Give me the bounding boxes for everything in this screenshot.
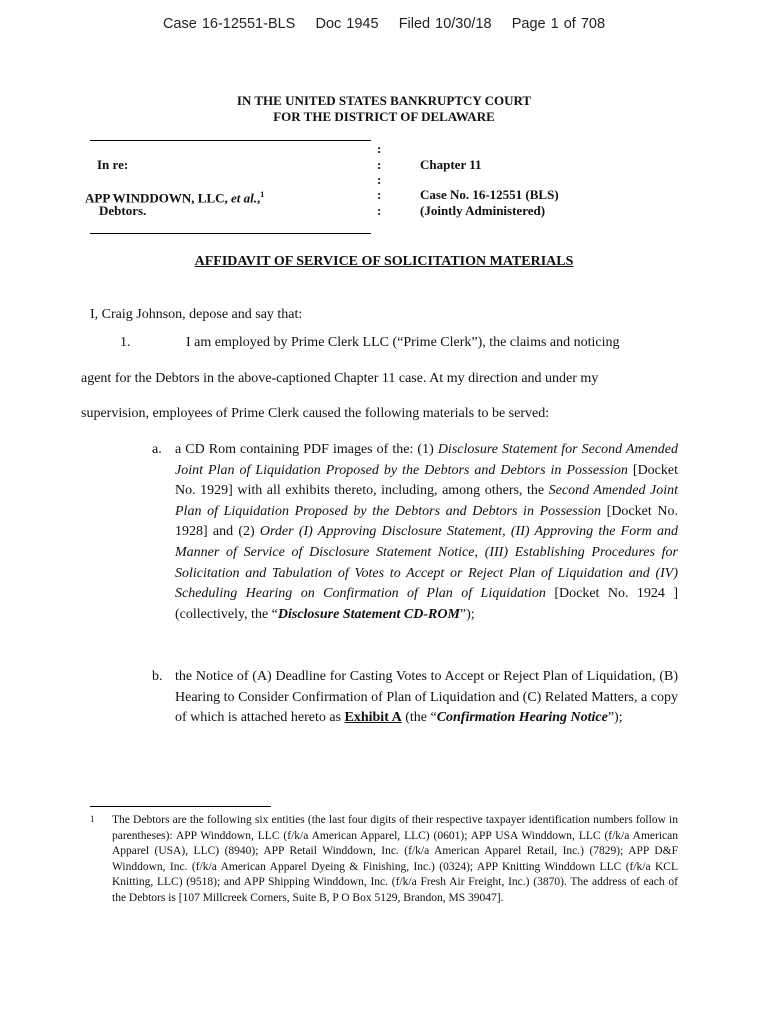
case-no-label: Case No. 16-12551 (BLS) (420, 187, 559, 202)
caption-colon: : (377, 203, 382, 218)
debtor-name: APP WINDDOWN, LLC, et al.,$^1$ (85, 190, 265, 206)
debtors-label: Debtors. (99, 203, 147, 218)
jointly-administered-label: (Jointly Administered) (420, 203, 546, 218)
caption-colon: : (377, 141, 382, 156)
item-a-text-1: a CD Rom containing PDF images of the: (1) (175, 442, 438, 457)
item-b-text (175, 667, 678, 729)
debtor-name-text: APP WINDDOWN, LLC, (85, 190, 228, 206)
para-1-line-3: supervision, employees of Prime Clerk caused the following materials to be served: (81, 406, 550, 421)
item-b-text-2: (the “ (401, 710, 437, 726)
court-line-2: FOR THE DISTRICT OF DELAWARE (273, 109, 495, 124)
caption-top-rule (90, 140, 371, 141)
exhibit-a-reference: Exhibit A (344, 710, 402, 726)
court-name (0, 93, 768, 125)
caption-bottom-rule (90, 233, 371, 234)
document-title: AFFIDAVIT OF SERVICE OF SOLICITATION MATERIALS (194, 254, 574, 269)
court-line-1: IN THE UNITED STATES BANKRUPTCY COURT (236, 93, 532, 108)
para-1-number: 1. (120, 335, 131, 350)
para-1-line-2: agent for the Debtors in the above-captioned Chapter 11 case. At my direction and under my (81, 371, 599, 386)
page-number: Page 1 of 708 (511, 16, 606, 32)
item-a-defined-term: Disclosure Statement CD-ROM (277, 606, 460, 622)
caption-colon: : (377, 187, 382, 202)
item-a-text-4: [Docket No. 1924 ] (collectively, the “ (175, 586, 678, 622)
item-b-text-3: ”); (607, 710, 623, 726)
filing-header (0, 16, 768, 32)
case-number: Case 16-12551-BLS (162, 16, 296, 32)
item-a-text (175, 440, 678, 625)
item-a-italic-1: Disclosure Statement for Second Amended Joint Plan of Liquidation Proposed by the Debtors and Debtors in Possession (175, 442, 678, 478)
item-b-letter: b. (152, 669, 163, 684)
footnote-ref: 1 (260, 190, 265, 199)
filed-date: Filed 10/30/18 (398, 16, 492, 32)
caption-colon: : (377, 172, 382, 187)
et-al: et al. (231, 190, 258, 206)
footnote-text: The Debtors are the following six entities (the last four digits of their respective taxpayer identification numbers follow in parentheses): APP Winddown, LLC (f/k/a American Apparel, LLC) (0601); APP USA Winddown, LLC (f/k/a American Apparel (USA), LLC) (8940); APP Retail Winddown, Inc. (f/k/a American Apparel Retail, Inc.) (7829); APP D&F Winddown, Inc. (f/k/a American Apparel Dyeing & Finishing, Inc.) (0324); APP Knitting Winddown LLC (f/k/a KCL Knitting, LLC) (9518); and APP Shipping Winddown, Inc. (f/k/a Fresh Air Freight, Inc.) (3870). The address of each of the Debtors is [107 Millcreek Corners, Suite B, P O Box 5129, Brandon, MS 39047]. (112, 814, 678, 904)
footnote-number: 1 (90, 814, 95, 824)
caption-colon: : (377, 157, 382, 172)
item-a-text-2: [Docket No. 1929] with all exhibits thereto, including, among others, the (175, 462, 678, 499)
item-a-text-5: ”); (459, 606, 475, 622)
item-a-italic-3: Order (I) Approving Disclosure Statement, (II) Approving the Form and Manner of Service of Disclosure Statement Notice, (III) Establishing Procedures for Solicitation and Tabulation of Votes to Accept or Reject Plan of Liquidation and (IV) Scheduling Hearing on Confirmation of Plan of Liquidation (175, 524, 679, 602)
chapter-label: Chapter 11 (420, 157, 482, 172)
item-b-text-1: the Notice of (A) Deadline for Casting Votes to Accept or Reject Plan of Liquidation, (B) Hearing to Consider Confirmation of Plan of Liquidation and (C) Related Matters, a copy of which is attached hereto as (175, 669, 678, 726)
item-a-letter: a. (152, 442, 162, 457)
item-a-italic-2: Second Amended Joint Plan of Liquidation Proposed by the Debtors and Debtors in Possession (175, 483, 678, 519)
in-re-label: In re: (97, 157, 129, 172)
intro-line: I, Craig Johnson, depose and say that: (90, 307, 303, 322)
doc-number: Doc 1945 (315, 16, 379, 32)
para-1-line-1: I am employed by Prime Clerk LLC (“Prime Clerk”), the claims and noticing (186, 335, 620, 350)
item-a-text-3: [Docket No. 1928] and (2) (175, 503, 678, 540)
footnote-rule (90, 806, 271, 807)
item-b-defined-term: Confirmation Hearing Notice (436, 710, 608, 726)
